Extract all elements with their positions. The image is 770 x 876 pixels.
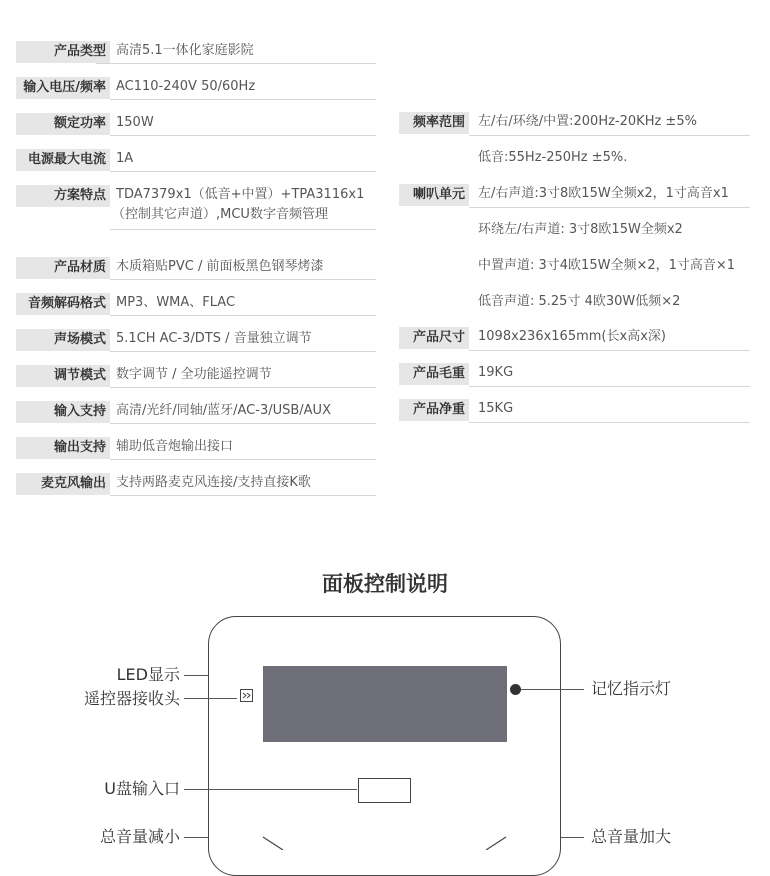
spec-row-output <box>16 437 376 459</box>
spec-value-continuation: 中置声道: 3寸4欧15W全频×2，1寸高音×1 <box>478 258 736 273</box>
callout-volume-down: 总音量减小 <box>99 827 180 846</box>
spec-value: MP3、WMA、FLAC <box>116 295 236 310</box>
spec-row-input <box>16 401 376 423</box>
divider <box>469 135 750 136</box>
spec-value: 1A <box>116 151 134 166</box>
spec-value: 支持两路麦克风连接/支持直接K歌 <box>116 475 311 490</box>
spec-row-gross-weight <box>399 363 750 385</box>
divider <box>110 279 376 280</box>
spec-row-power <box>16 113 376 135</box>
divider <box>110 495 376 496</box>
spec-row-scheme <box>16 185 376 207</box>
callout-usb-port: U盘输入口 <box>104 779 180 798</box>
spec-label: 声场模式 <box>16 329 110 351</box>
callout-ir-receiver: 遥控器接收头 <box>83 689 180 708</box>
spec-row-decode <box>16 293 376 315</box>
spec-row-speaker <box>399 184 750 206</box>
spec-label: 产品尺寸 <box>399 327 469 349</box>
divider <box>469 207 750 208</box>
divider <box>110 229 376 230</box>
divider <box>469 386 750 387</box>
callout-line <box>184 837 208 838</box>
spec-label: 电源最大电流 <box>16 149 110 171</box>
callout-memory-indicator: 记忆指示灯 <box>591 679 672 698</box>
spec-label: 音频解码格式 <box>16 293 110 315</box>
divider <box>96 63 376 64</box>
spec-label: 输出支持 <box>16 437 110 459</box>
spec-row-sound-field <box>16 329 376 351</box>
spec-value-continuation: （控制其它声道）,MCU数字音频管理 <box>112 207 328 222</box>
spec-row-mic <box>16 473 376 495</box>
spec-row-material <box>16 257 376 279</box>
panel-section-title: 面板控制说明 <box>322 572 448 596</box>
spec-label: 输入电压/频率 <box>16 77 110 99</box>
spec-label: 产品毛重 <box>399 363 469 385</box>
spec-value-continuation: 低音声道: 5.25寸 4欧30W低频×2 <box>478 294 681 309</box>
spec-row-voltage <box>16 77 376 99</box>
spec-label: 频率范围 <box>399 112 469 134</box>
spec-value: TDA7379x1（低音+中置）+TPA3116x1 <box>116 187 365 202</box>
memory-indicator-led <box>510 684 521 695</box>
divider <box>110 423 376 424</box>
divider <box>469 350 750 351</box>
spec-value: 左/右声道:3寸8欧15W全频x2，1寸高音x1 <box>478 186 729 201</box>
ir-receiver-icon <box>240 689 253 702</box>
spec-row-net-weight <box>399 399 750 421</box>
spec-label: 产品净重 <box>399 399 469 421</box>
spec-value: 辅助低音炮输出接口 <box>116 439 234 454</box>
spec-row-adjust <box>16 365 376 387</box>
spec-row-freq <box>399 112 750 134</box>
spec-label: 喇叭单元 <box>399 184 469 206</box>
callout-line <box>561 837 584 838</box>
callout-line <box>184 789 357 790</box>
spec-value: 1098x236x165mm(长x高x深) <box>478 329 666 344</box>
spec-label: 方案特点 <box>16 185 110 207</box>
callout-volume-up: 总音量加大 <box>591 827 672 846</box>
spec-label: 麦克风输出 <box>16 473 110 495</box>
callout-line <box>184 675 208 676</box>
divider <box>110 135 376 136</box>
spec-label: 额定功率 <box>16 113 110 135</box>
spec-value: 左/右/环绕/中置:200Hz-20KHz ±5% <box>478 114 697 129</box>
spec-value: 5.1CH AC-3/DTS / 音量独立调节 <box>116 331 312 346</box>
spec-value: 高清/光纤/同轴/蓝牙/AC-3/USB/AUX <box>116 403 331 418</box>
divider <box>110 387 376 388</box>
spec-label: 产品类型 <box>16 41 110 63</box>
divider <box>110 171 376 172</box>
spec-value: 高清5.1一体化家庭影院 <box>116 43 254 58</box>
callout-line <box>184 698 237 699</box>
divider <box>110 459 376 460</box>
usb-port <box>358 778 411 803</box>
spec-row-current <box>16 149 376 171</box>
led-display <box>263 666 507 742</box>
divider <box>469 422 750 423</box>
callout-led-display: LED显示 <box>116 665 180 684</box>
spec-row-type <box>16 41 376 63</box>
spec-value-continuation: 低音:55Hz-250Hz ±5%. <box>478 150 628 165</box>
spec-value: 木质箱贴PVC / 前面板黑色钢琴烤漆 <box>116 259 324 274</box>
spec-label: 调节模式 <box>16 365 110 387</box>
spec-value: 19KG <box>478 365 514 380</box>
spec-value: 150W <box>116 115 154 130</box>
volume-buttons-outline <box>208 830 561 850</box>
spec-row-size <box>399 327 750 349</box>
callout-line <box>521 689 584 690</box>
spec-value: AC110-240V 50/60Hz <box>116 79 256 94</box>
spec-value: 15KG <box>478 401 514 416</box>
spec-label: 产品材质 <box>16 257 110 279</box>
spec-label: 输入支持 <box>16 401 110 423</box>
divider <box>110 315 376 316</box>
divider <box>110 351 376 352</box>
spec-value-continuation: 环绕左/右声道: 3寸8欧15W全频x2 <box>478 222 683 237</box>
spec-value: 数字调节 / 全功能遥控调节 <box>116 367 272 382</box>
divider <box>110 99 376 100</box>
